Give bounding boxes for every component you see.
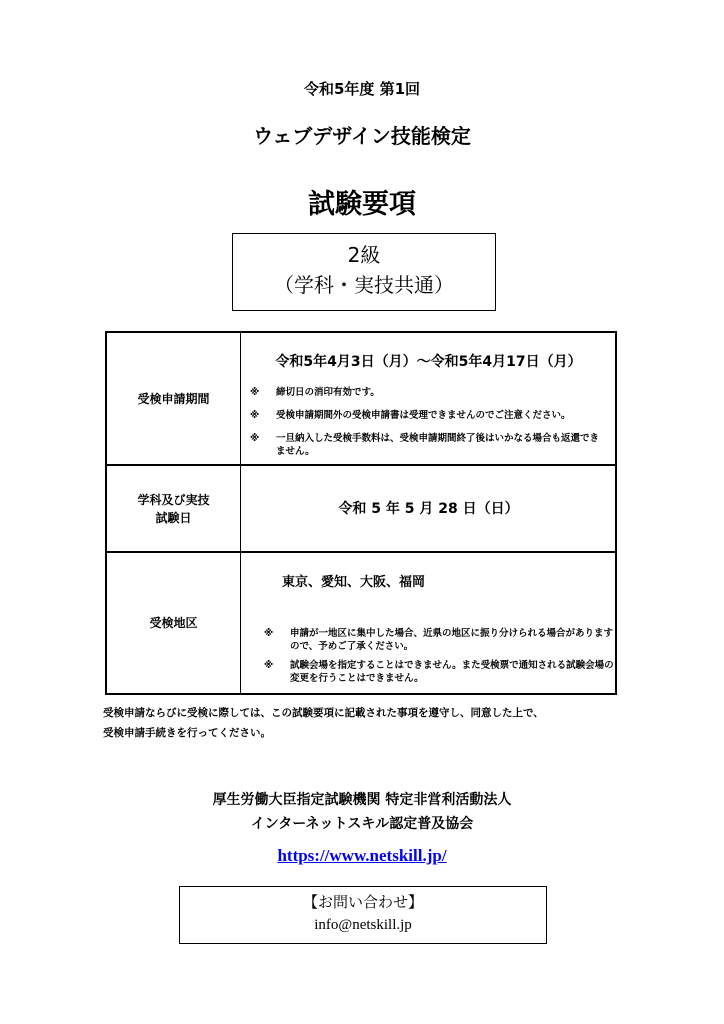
grade-type: （学科・実技共通） xyxy=(274,273,454,297)
application-period-label: 受検申請期間 xyxy=(107,333,241,464)
exam-date: 令和 5 年 5 月 28 日（日） xyxy=(338,501,519,517)
grade-box xyxy=(232,233,496,311)
organization-name: インターネットスキル認定普及協会 xyxy=(250,816,474,832)
application-period-dates: 令和5年4月3日（月）～令和5年4月17日（月） xyxy=(275,354,582,370)
exam-year-heading: 令和5年度 第1回 xyxy=(303,80,421,98)
contact-title: 【お問い合わせ】 xyxy=(302,895,423,911)
exam-region-row xyxy=(107,553,615,693)
application-period-row xyxy=(107,333,615,466)
exam-region-label: 受検地区 xyxy=(107,553,241,693)
exam-info-table xyxy=(105,331,617,695)
exam-regions: 東京、愛知、大阪、福岡 xyxy=(282,575,426,590)
exam-date-label: 学科及び実技 試験日 xyxy=(107,466,241,551)
exam-region-value: 東京、愛知、大阪、福岡 ※ 申請が一地区に集中した場合、近県の地区に振り分けられる場合がありますので、予めご了承ください。 ※ 試験会場を指定することはできません。また受検票で通知される試験会場の変更を行うことはできません。 xyxy=(242,553,615,693)
exam-name-heading: ウェブデザイン技能検定 xyxy=(253,124,471,148)
page-title: 試験要項 xyxy=(308,189,416,220)
agreement-text: 受検申請ならびに受検に際しては、この試験要項に記載された事項を遵守し、同意した上で、 受検申請手続きを行ってください。 xyxy=(103,707,544,739)
grade-level: 2級 xyxy=(347,243,381,267)
exam-date-row xyxy=(107,466,615,553)
contact-email[interactable]: info@netskill.jp xyxy=(314,917,412,933)
website-link[interactable]: https://www.netskill.jp/ xyxy=(277,846,447,865)
exam-date-value xyxy=(242,466,615,551)
contact-box xyxy=(179,886,547,944)
application-period-value: 令和5年4月3日（月）～令和5年4月17日（月） ※ 締切日の消印有効です。 ※ 受検申請期間外の受検申請書は受理できませんのでご注意ください。 ※ 一旦納入した受検手数料は、受検申請期間終了後はいかなる場合も返還できません。 xyxy=(242,333,615,464)
organization-designation: 厚生労働大臣指定試験機関 特定非営利活動法人 xyxy=(212,792,512,808)
